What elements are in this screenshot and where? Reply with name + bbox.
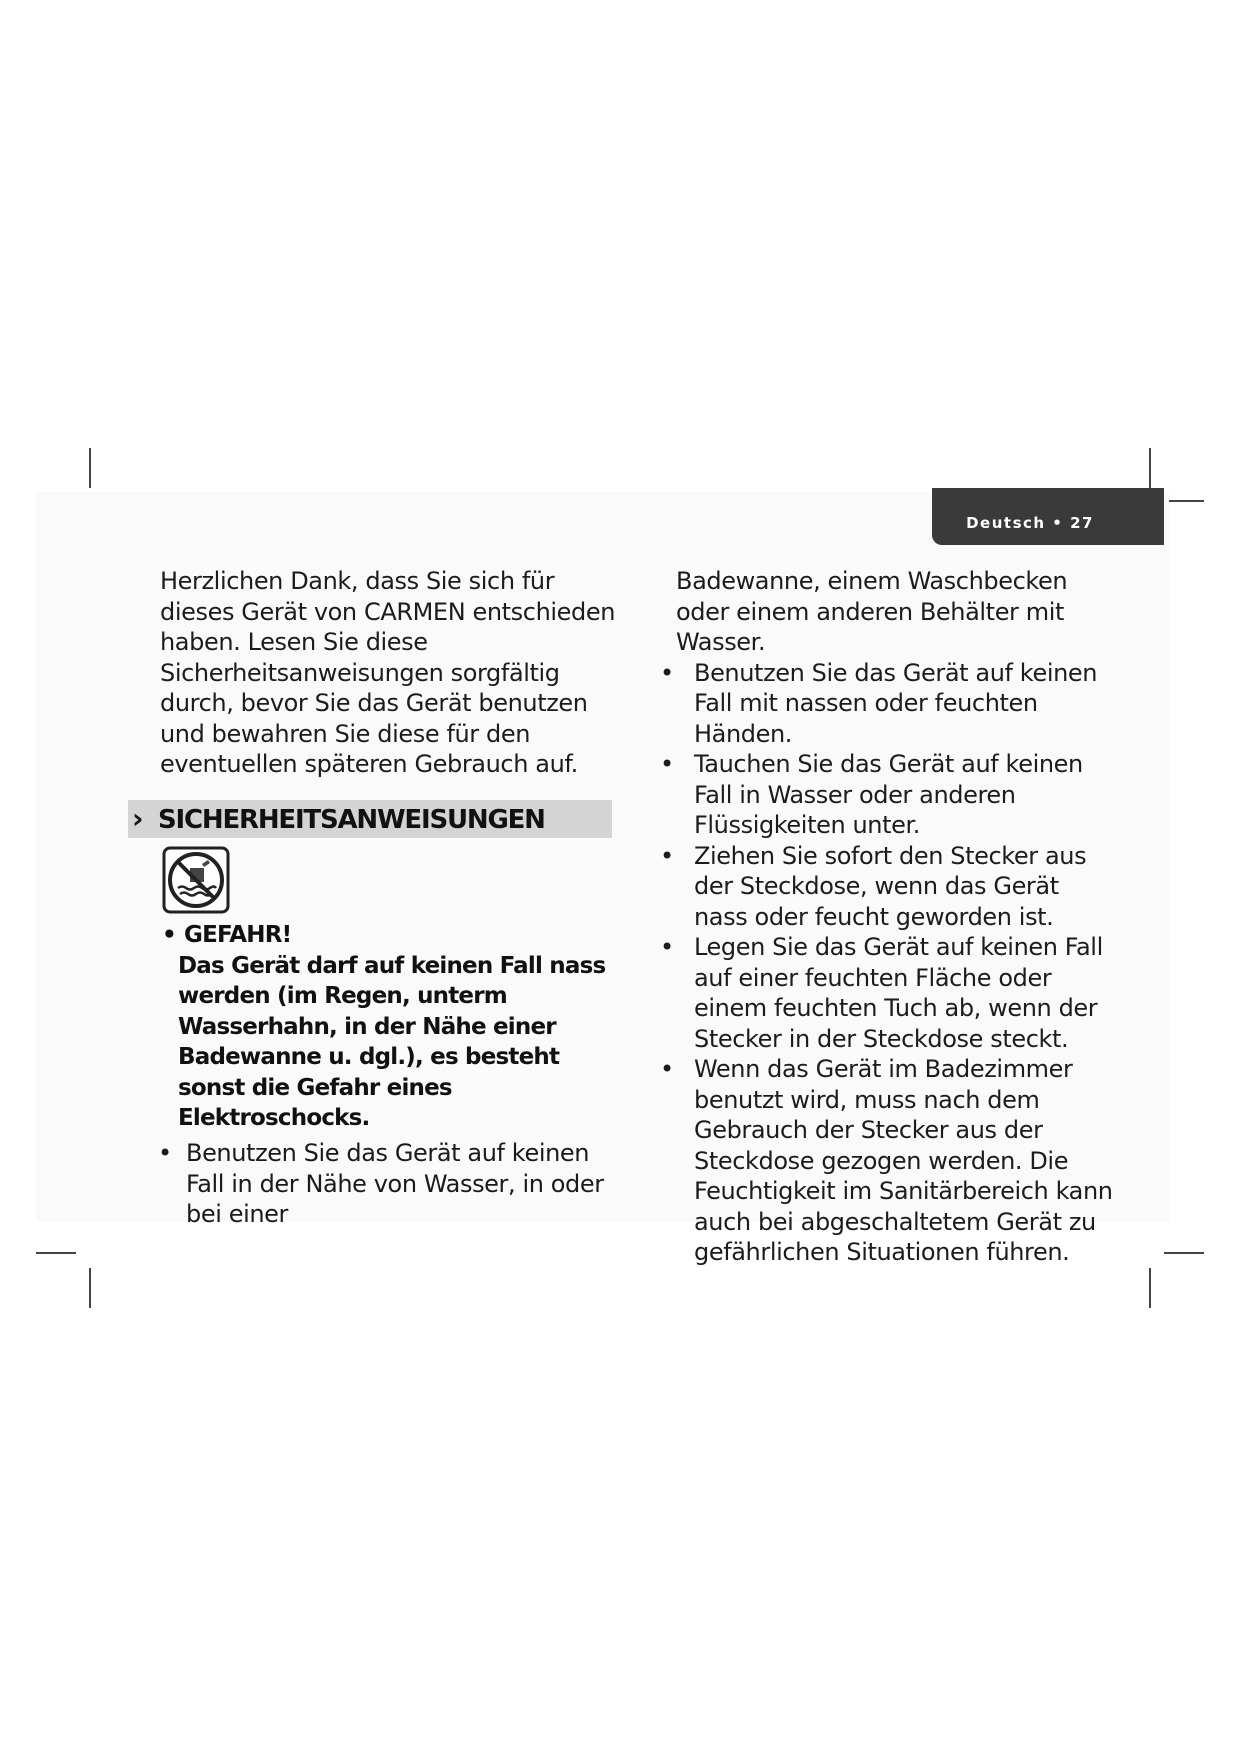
crop-mark [1164,500,1204,502]
danger-heading: GEFAHR! [184,922,292,948]
crop-mark [89,1268,91,1308]
crop-mark [1164,1252,1204,1254]
list-item [660,658,1116,750]
bullet-icon: • [660,658,674,687]
bullet-icon: • [660,1055,674,1083]
chevron-right-icon: › [132,802,144,835]
list-item-text: Benutzen Sie das Gerät auf keinen Fall mit nassen oder feuchten Händen. [694,658,1098,748]
list-item [660,841,1116,933]
left-bullet-item [158,1138,622,1230]
bullet-icon: • [660,750,674,778]
intro-paragraph: Herzlichen Dank, dass Sie sich für dieses Gerät von CARMEN entschieden haben. Lesen Sie diese Sicherheitsanweisungen sorgfältig durch, bevor Sie das Gerät benutzen und bewahren Sie diese für den eventuellen späteren Gebrauch auf. [160,567,616,778]
left-column [160,566,620,780]
continuation-text: Badewanne, einem Waschbecken oder einem anderen Behälter mit Wasser. [676,567,1068,656]
crop-mark [1149,448,1151,488]
crop-mark [89,448,91,488]
no-water-warning-icon [162,846,230,914]
bullet-icon: • [158,1139,172,1167]
bullet-icon: • [660,933,674,961]
danger-warning [162,920,622,1134]
page-header-tab [932,488,1164,545]
right-column [660,566,1116,1268]
danger-text: Das Gerät darf auf keinen Fall nass werden (im Regen, unterm Wasserhahn, in der Nähe einer Badewanne u. dgl.), es besteht sonst die Gefahr eines Elektroschocks. [178,952,606,1131]
list-item-text: Legen Sie das Gerät auf keinen Fall auf einer feuchten Fläche oder einem feuchten Tuch ab, wenn der Stecker in der Steckdose steckt. [694,933,1103,1053]
list-item-text: Ziehen Sie sofort den Stecker aus der Steckdose, wenn das Gerät nass oder feucht geworden ist. [694,841,1087,931]
crop-mark [36,1252,76,1254]
section-title: SICHERHEITSANWEISUNGEN [158,805,545,835]
list-item-text: Wenn das Gerät im Badezimmer benutzt wird, muss nach dem Gebrauch der Stecker aus der Steckdose gezogen werden. Die Feuchtigkeit im Sanitärbereich kann auch bei abgeschaltetem Gerät zu gefährlichen Situationen führen. [694,1055,1113,1266]
list-item-text: Benutzen Sie das Gerät auf keinen Fall in der Nähe von Wasser, in oder bei einer [186,1139,604,1228]
list-item [660,932,1116,1054]
list-item [158,1138,622,1230]
crop-mark [1149,1268,1151,1308]
list-item [660,1054,1116,1268]
bullet-icon: • [660,841,674,870]
bullet-icon: • [162,922,176,948]
list-item [660,749,1116,841]
page-language-number: Deutsch • 27 [966,514,1094,532]
list-item-text: Tauchen Sie das Gerät auf keinen Fall in Wasser oder anderen Flüssigkeiten unter. [694,750,1083,839]
